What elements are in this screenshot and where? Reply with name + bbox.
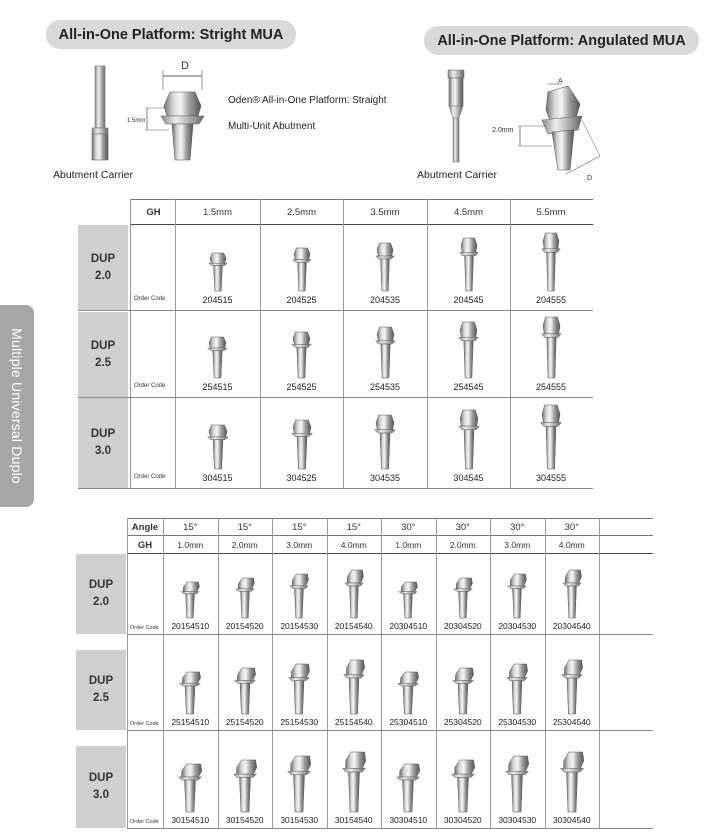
side-tab-label: Multiple Universal Duplo [9, 328, 25, 484]
table1-header-border [130, 224, 593, 225]
row-label-line1: DUP [90, 428, 116, 440]
order-code: 25304530 [498, 717, 537, 727]
table2-col-header: 1.0mm [177, 540, 204, 550]
order-code: 25304510 [389, 717, 428, 727]
order-code: 20154510 [171, 621, 210, 631]
table1-col-divider [427, 199, 428, 488]
table1-gh-label: GH [146, 207, 161, 218]
table2-col-header: 1.0mm [395, 540, 422, 550]
table1-row-border [78, 310, 593, 311]
row-label-line2: 2.5 [93, 692, 109, 704]
row-label-line1: DUP [90, 339, 116, 352]
order-code: 25304520 [443, 717, 482, 727]
row-label-line2: 2.0 [93, 596, 109, 608]
abutment-image [393, 763, 423, 813]
abutment-image [286, 573, 312, 619]
abutment-image [204, 424, 232, 470]
table2-header-border [127, 553, 653, 554]
order-code: 30154510 [171, 815, 210, 825]
table1-col-divider [343, 199, 344, 488]
abutment-image [456, 237, 482, 292]
abutment-image [371, 414, 399, 470]
straight-desc-line1: Oden® All-in-One Platform: Straight [228, 95, 387, 106]
abutment-image [504, 573, 530, 619]
straight-abutment-diagram [125, 60, 215, 170]
abutment-image [538, 316, 565, 379]
table2-col-divider [599, 518, 600, 828]
table2-col-header: 2.0mm [449, 540, 476, 550]
row-label-line2: 2.5 [95, 356, 111, 369]
table2-col-divider [163, 518, 164, 828]
order-code-label: Order Code [134, 474, 166, 480]
abutment-image [176, 671, 204, 715]
row-label-line1: DUP [88, 772, 114, 784]
order-code: 254545 [453, 382, 484, 392]
abutment-image [372, 242, 398, 292]
angled-dim-a: A [558, 78, 563, 85]
side-tab [0, 305, 34, 507]
order-code-label: Order Code [130, 721, 159, 727]
abutment-image [288, 331, 315, 379]
table1-col-header: 4.5mm [453, 207, 484, 218]
table1-left-divider [130, 199, 131, 488]
straight-dim-d: D [181, 60, 189, 72]
abutment-image [289, 247, 315, 292]
table1-row-border [78, 397, 593, 398]
row-label-line1: DUP [88, 675, 114, 687]
order-code: 254555 [535, 382, 567, 392]
abutment-image [503, 663, 531, 715]
order-code: 20304530 [498, 621, 537, 631]
order-code-label: Order Code [130, 819, 159, 825]
order-code: 304525 [286, 473, 317, 483]
order-code: 20304510 [389, 621, 428, 631]
order-code: 254525 [286, 382, 317, 392]
abutment-image [455, 409, 483, 470]
abutment-image [341, 569, 367, 619]
table2-angle-header: 30° [510, 522, 525, 533]
table2-col-header: 3.0mm [286, 540, 313, 550]
table1-col-divider [260, 199, 261, 488]
table2-angle-header: 15° [237, 522, 252, 533]
row-label-line1: DUP [88, 579, 114, 591]
table2-col-divider [381, 518, 382, 828]
table1-col-header: 1.5mm [202, 207, 233, 218]
table2-row-label [76, 650, 126, 730]
table2-angle-label: Angle [131, 522, 159, 533]
straight-mua-title: All-in-One Platform: Stright MUA [46, 20, 296, 49]
abutment-image [372, 326, 399, 379]
abutment-image [175, 763, 205, 813]
table2-row-border [127, 730, 653, 731]
table2-angle-header: 30° [401, 522, 416, 533]
order-code-label: Order Code [130, 625, 159, 631]
abutment-image [177, 581, 203, 619]
abutment-image [448, 759, 478, 813]
table2-col-header: 2.0mm [231, 540, 258, 550]
abutment-image [204, 336, 231, 379]
order-code: 30304520 [443, 815, 482, 825]
table2-col-header: 3.0mm [504, 540, 531, 550]
order-code: 30154520 [225, 815, 264, 825]
angled-dim-d: D [587, 175, 593, 182]
order-code: 254515 [202, 382, 233, 392]
table2-col-divider [490, 518, 491, 828]
abutment-image [538, 232, 564, 292]
abutment-image [395, 581, 421, 619]
order-code: 304535 [369, 473, 401, 483]
order-code: 304555 [535, 473, 567, 483]
abutment-image [231, 667, 259, 715]
order-code: 20304540 [552, 621, 591, 631]
order-code: 254535 [369, 382, 401, 392]
table1-col-divider [510, 199, 511, 488]
abutment-image [284, 755, 314, 813]
row-label-line1: DUP [90, 252, 116, 265]
order-code: 25154530 [280, 717, 319, 727]
straight-dim-gh: 1.5mm [127, 118, 146, 124]
order-code: 30304530 [498, 815, 537, 825]
table2-angle-header: 15° [292, 522, 307, 533]
table2-left-divider [127, 518, 128, 828]
row-label-line2: 2.0 [95, 269, 111, 282]
angled-carrier-caption: Abutment Carrier [417, 169, 497, 181]
table2-row-border [127, 634, 653, 635]
table2-top-border [127, 518, 653, 519]
table2-row-border [127, 828, 653, 829]
order-code: 20154540 [334, 621, 373, 631]
order-code: 304545 [453, 473, 484, 483]
table2-col-divider [272, 518, 273, 828]
order-code: 25304540 [552, 717, 591, 727]
order-code: 30154540 [334, 815, 373, 825]
order-code: 304515 [202, 473, 233, 483]
abutment-carrier-straight-image [80, 66, 120, 166]
table1-row-label [78, 398, 128, 488]
table2-col-divider [218, 518, 219, 828]
table1-col-divider [175, 199, 176, 488]
table2-col-divider [327, 518, 328, 828]
order-code: 204535 [369, 295, 401, 305]
abutment-image [559, 569, 585, 619]
row-label-line2: 3.0 [93, 789, 109, 801]
table2-angle-header: 15° [346, 522, 361, 533]
straight-desc-line2: Multi-Unit Abutment [228, 121, 316, 132]
table2-row-label [76, 746, 126, 828]
order-code: 30304510 [389, 815, 428, 825]
table2-angle-header: 30° [564, 522, 579, 533]
table2-col-divider [436, 518, 437, 828]
abutment-image [339, 751, 369, 813]
order-code: 30304540 [552, 815, 591, 825]
abutment-image [450, 577, 476, 619]
table1-row-label [78, 312, 128, 397]
table2-row-label [76, 554, 126, 634]
order-code: 25154540 [334, 717, 373, 727]
table1-col-header: 5.5mm [536, 207, 566, 218]
order-code: 20154520 [225, 621, 264, 631]
order-code: 204555 [535, 295, 567, 305]
table2-angle-header: 30° [455, 522, 470, 533]
table1-col-header: 3.5mm [370, 207, 400, 218]
table2-col-divider [545, 518, 546, 828]
angulated-mua-title: All-in-One Platform: Angulated MUA [424, 26, 699, 55]
abutment-image [205, 252, 231, 292]
table2-mid-border [127, 535, 653, 536]
order-code: 25154520 [225, 717, 264, 727]
abutment-image [232, 577, 258, 619]
abutment-image [340, 659, 368, 715]
table2-gh-label: GH [137, 540, 153, 551]
table2-col-header: 4.0mm [340, 540, 367, 550]
abutment-image [558, 659, 586, 715]
order-code-label: Order Code [134, 383, 166, 389]
angled-dim-gh: 2.0mm [492, 127, 514, 134]
straight-carrier-caption: Abutment Carrier [53, 169, 133, 181]
abutment-image [537, 404, 565, 470]
order-code: 20304520 [443, 621, 482, 631]
abutment-image [449, 667, 477, 715]
order-code: 204525 [286, 295, 317, 305]
table2-col-header: 4.0mm [558, 540, 585, 550]
table1-row-border [78, 488, 593, 489]
abutment-image [502, 755, 532, 813]
abutment-image [557, 751, 587, 813]
abutment-image [230, 759, 260, 813]
abutment-image [288, 419, 316, 470]
table1-row-label [78, 225, 128, 310]
table1-col-header: 2.5mm [286, 207, 317, 218]
table2-angle-header: 15° [183, 522, 198, 533]
abutment-image [394, 671, 422, 715]
abutment-image [455, 321, 482, 379]
order-code: 25154510 [171, 717, 210, 727]
abutment-carrier-angled-image [440, 70, 476, 170]
order-code-label: Order Code [134, 296, 166, 302]
abutment-image [285, 663, 313, 715]
row-label-line2: 3.0 [95, 445, 111, 457]
order-code: 20154530 [280, 621, 319, 631]
order-code: 30154530 [280, 815, 319, 825]
table1-top-border [130, 199, 593, 200]
order-code: 204545 [453, 295, 484, 305]
order-code: 204515 [202, 295, 233, 305]
